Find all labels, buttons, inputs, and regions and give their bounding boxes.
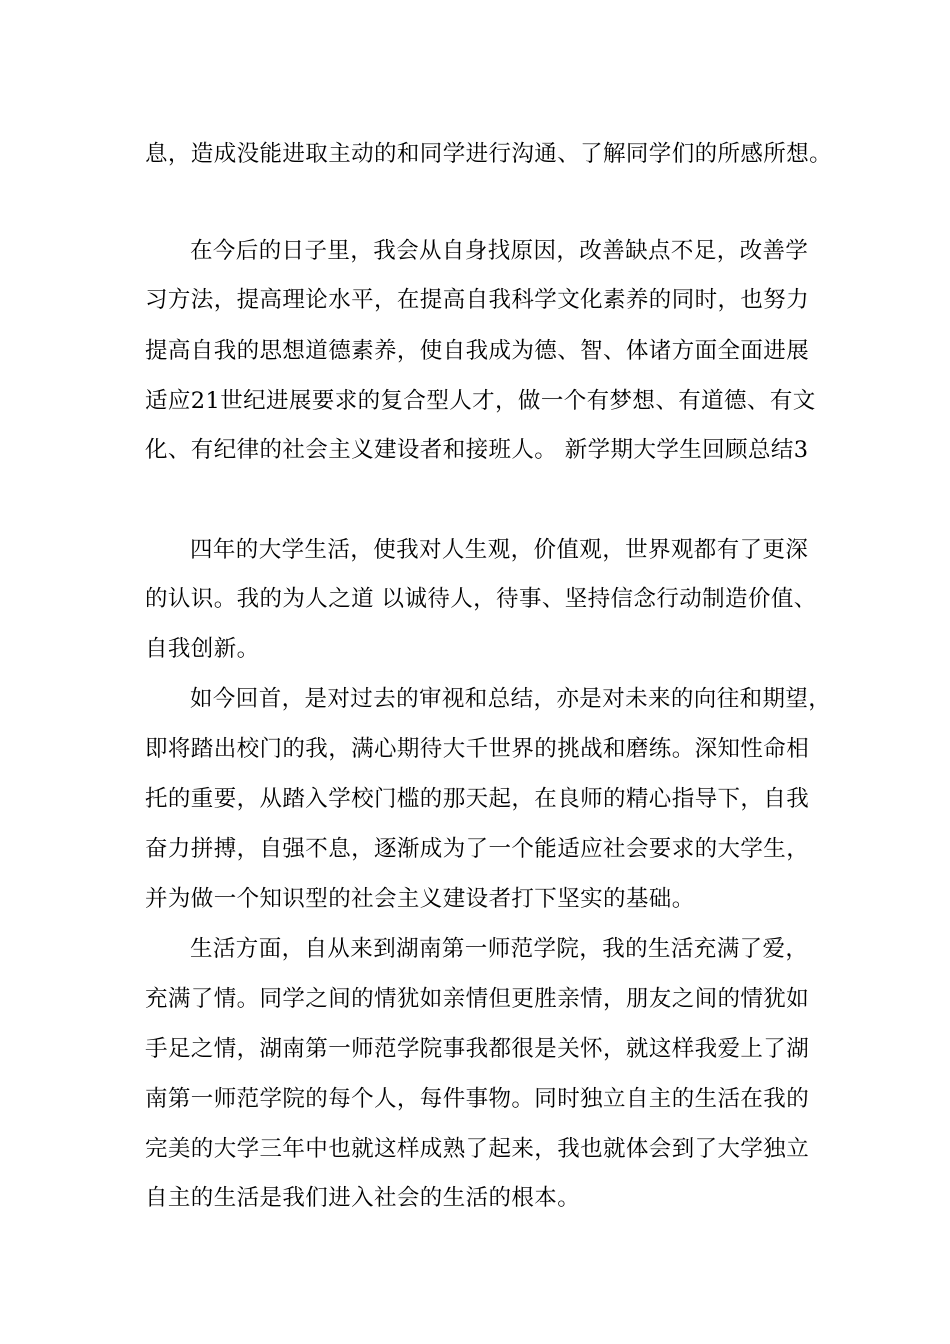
text-line: 的认识。我的为人之道 以诚待人，待事、坚持信念行动制造价值、 [145,586,817,612]
text-line: 如今回首，是对过去的审视和总结，亦是对未来的向往和期望， [190,686,832,712]
text-line: 息，造成没能进取主动的和同学进行沟通、了解同学们的所感所想。 [145,141,833,167]
text-line: 自我创新。 [145,636,260,662]
text-line: 生活方面，自从来到湖南第一师范学院，我的生活充满了爱， [190,936,809,962]
text-line: 完美的大学三年中也就这样成熟了起来，我也就体会到了大学独立 [145,1136,810,1162]
text-line: 自主的生活是我们进入社会的生活的根本。 [145,1185,581,1211]
text-line: 即将踏出校门的我，满心期待大千世界的挑战和磨练。深知性命相 [145,736,810,762]
text-line: 奋力拼搏，自强不息，逐渐成为了一个能适应社会要求的大学生， [145,836,810,862]
text-line: 四年的大学生活，使我对人生观，价值观，世界观都有了更深 [190,537,809,563]
text-line: 并为做一个知识型的社会主义建设者打下坚实的基础。 [145,886,695,912]
text-line: 化、有纪律的社会主义建设者和接班人。 新学期大学生回顾总结3 [145,437,809,463]
text-line: 习方法，提高理论水平，在提高自我科学文化素养的同时，也努力 [145,287,810,313]
text-line: 适应21世纪进展要求的复合型人才，做一个有梦想、有道德、有文 [145,388,816,414]
text-line: 在今后的日子里，我会从自身找原因，改善缺点不足，改善学 [190,238,809,264]
text-line: 手足之情，湖南第一师范学院事我都很是关怀，就这样我爱上了湖 [145,1036,810,1062]
text-line: 充满了情。同学之间的情犹如亲情但更胜亲情，朋友之间的情犹如 [145,986,810,1012]
text-line: 南第一师范学院的每个人，每件事物。同时独立自主的生活在我的 [145,1086,810,1112]
text-line: 托的重要，从踏入学校门槛的那天起，在良师的精心指导下，自我 [145,786,810,812]
text-line: 提高自我的思想道德素养，使自我成为德、智、体诸方面全面进展 [145,338,810,364]
